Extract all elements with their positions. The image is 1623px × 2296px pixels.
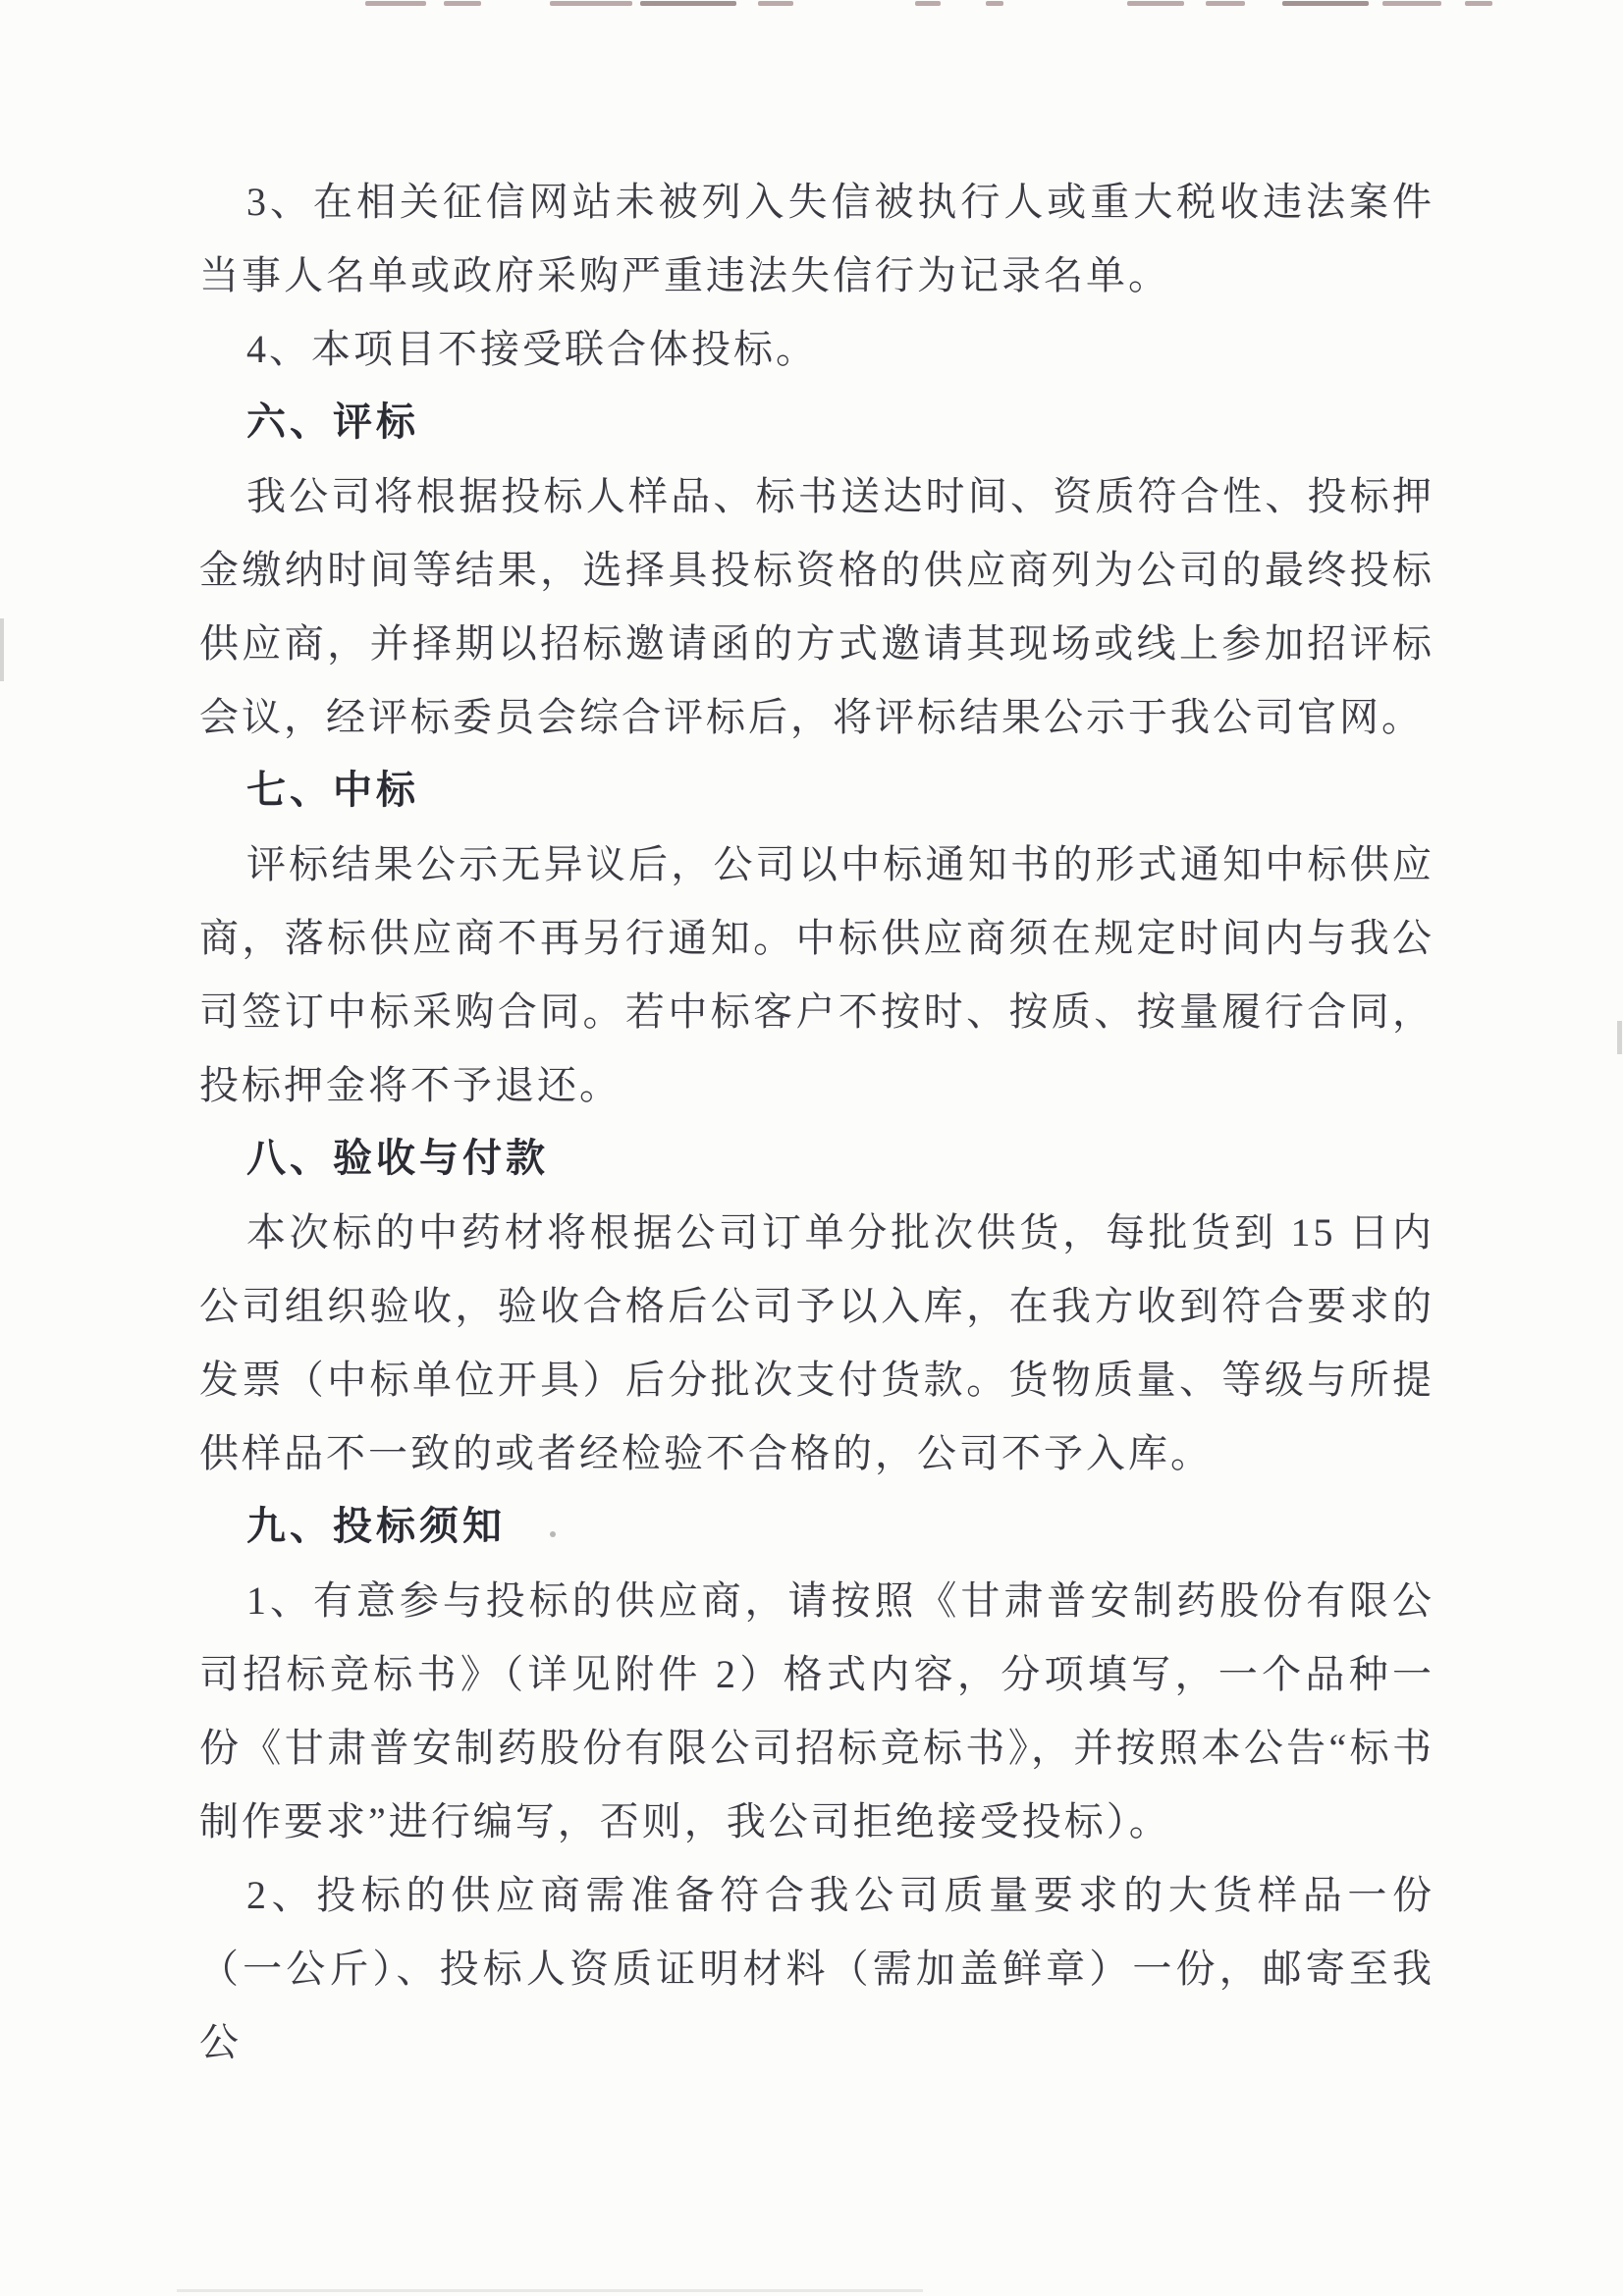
section-heading: 六、评标 — [246, 400, 419, 444]
scan-artifact-bottom-edge — [177, 2289, 923, 2292]
section-heading: 七、中标 — [246, 769, 419, 812]
paragraph: 评标结果公示无异议后，公司以中标通知书的形式通知中标供应商，落标供应商不再另行通知。中标供应商须在规定时间内与我公司签订中标采购合同。若中标客户不按时、按质、按量履行合同，投标押金将不予退还。 — [199, 842, 1434, 1107]
paragraph: 1、有意参与投标的供应商，请按照《甘肃普安制药股份有限公司招标竞标书》（详见附件 2）格式内容，分项填写，一个品种一份《甘肃普安制药股份有限公司招标竞标书》，并按照本公告“标书制作要求”进行编写，否则，我公司拒绝接受投标）。 — [199, 1578, 1434, 1843]
paragraph: 2、投标的供应商需准备符合我公司质量要求的大货样品一份（一公斤）、投标人资质证明材料（需加盖鲜章）一份，邮寄至我公 — [199, 1873, 1434, 2064]
paragraph: 我公司将根据投标人样品、标书送达时间、资质符合性、投标押金缴纳时间等结果，选择具投标资格的供应商列为公司的最终投标供应商，并择期以招标邀请函的方式邀请其现场或线上参加招评标会议，经评标委员会综合评标后，将评标结果公示于我公司官网。 — [199, 474, 1434, 739]
section-heading: 九、投标须知 — [246, 1505, 506, 1548]
paragraph: 4、本项目不接受联合体投标。 — [246, 327, 818, 371]
paragraph: 3、在相关征信网站未被列入失信被执行人或重大税收违法案件当事人名单或政府采购严重违法失信行为记录名单。 — [199, 180, 1434, 297]
scan-artifact-top-edge — [0, 0, 1623, 10]
document-body — [199, 165, 1434, 2079]
paragraph: 本次标的中药材将根据公司订单分批次供货，每批货到 15 日内公司组织验收，验收合格后公司予以入库，在我方收到符合要求的发票（中标单位开具）后分批次支付货款。货物质量、等级与所提供样品不一致的或者经检验不合格的，公司不予入库。 — [199, 1210, 1434, 1475]
section-heading: 八、验收与付款 — [246, 1137, 549, 1180]
scan-artifact-left-edge — [0, 618, 4, 681]
scan-artifact-right-edge — [1617, 1021, 1622, 1054]
